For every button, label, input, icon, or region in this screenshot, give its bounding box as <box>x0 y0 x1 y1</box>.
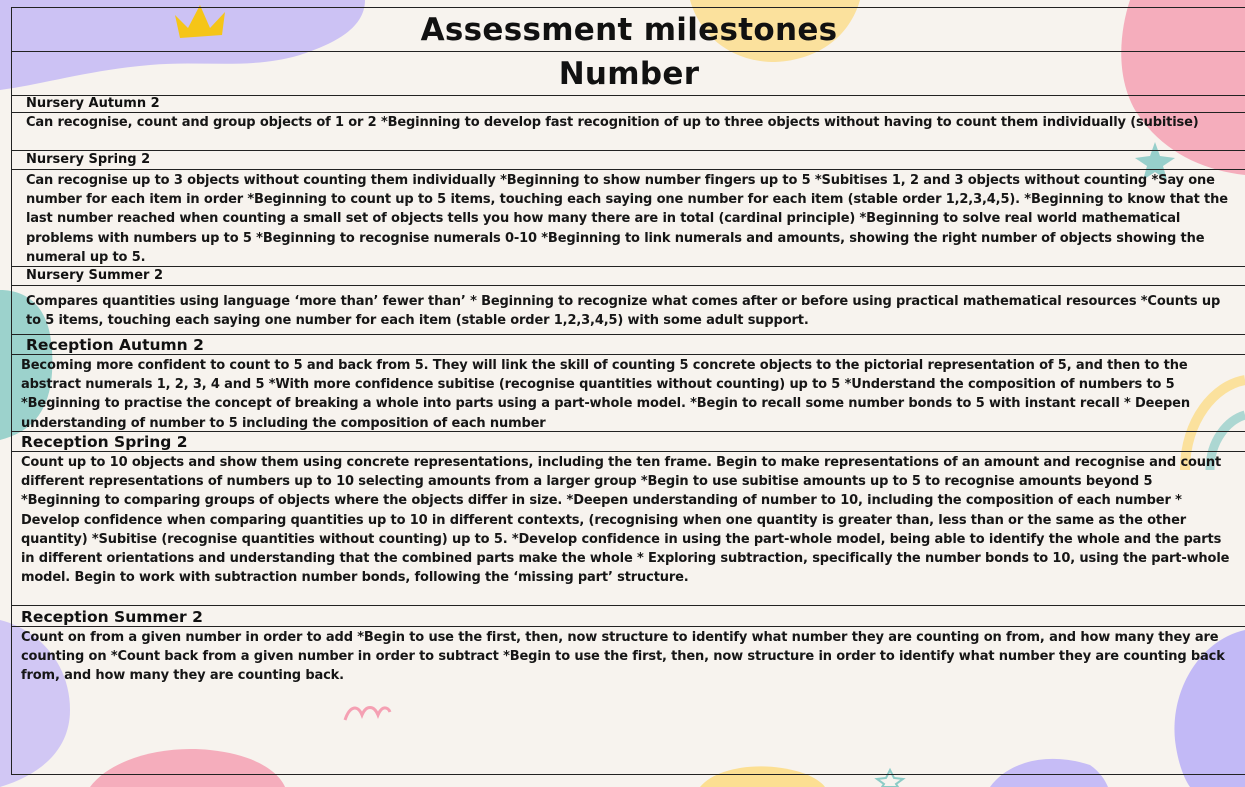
section-text-row <box>12 286 1245 335</box>
section-text-reception-autumn: Becoming more confident to count to 5 and back from 5. They will link the skill of counting 5 concrete objects to the pictorial representation of 5, and then to the abstract numerals 1, 2, 3, 4 and 5 *With more confidence subitise (recognise quantities without counting) up to 5 *Understand the composition of numbers to 5 *Beginning to practise the concept of breaking a whole into parts using a part-whole model. *Begin to recall some number bonds to 5 with instant recall * Deepen understanding of number to 5 including the composition of each number <box>21 358 1190 431</box>
section-label-reception-summer: Reception Summer 2 <box>21 608 203 626</box>
section-label-reception-spring: Reception Spring 2 <box>21 433 188 451</box>
section-label-row <box>12 335 1245 355</box>
section-label-row <box>12 606 1245 627</box>
section-label-row <box>12 267 1245 286</box>
page-subtitle: Number <box>558 56 700 92</box>
section-label-row <box>12 151 1245 170</box>
section-label-nursery-autumn: Nursery Autumn 2 <box>26 96 160 111</box>
milestones-table <box>11 7 1245 775</box>
section-text-row <box>12 170 1245 267</box>
section-text-row <box>12 452 1245 606</box>
section-text-row <box>12 113 1245 151</box>
section-label-reception-autumn: Reception Autumn 2 <box>26 336 204 354</box>
section-text-reception-summer: Count on from a given number in order to add *Begin to use the first, then, now structure to identify what number they are counting on from, and how many they are counting on *Count back from a given number in order to subtract *Begin to use the first, then, now structure in order to identify what number they are counting back from, and how many they are counting back. <box>21 630 1225 684</box>
section-text-reception-spring: Count up to 10 objects and show them using concrete representations, including the ten frame. Begin to make representations of an amount and recognise and count different representations of numbers up to 10 selecting amounts from a larger group *Begin to use subitise amounts up to 5 to recognise amounts beyond 5 *Beginning to comparing groups of objects where the objects differ in size. *Deepen understanding of number to 10, including the composition of each number * Develop confidence when comparing quantities up to 10 in different contexts, (recognising when one quantity is greater than, less than or the same as the other quantity) *Subitise (recognise quantities without counting) up to 5. *Develop confidence in using the part-whole model, being able to identify the whole and the parts in different orientations and understanding that the combined parts make the whole * Exploring subtraction, specifically the number bonds to 10, using the part-whole model. Begin to work with subtraction number bonds, following the ‘missing part’ structure. <box>21 455 1230 586</box>
section-text-nursery-autumn: Can recognise, count and group objects of 1 or 2 *Beginning to develop fast recognition of up to three objects without having to count them individually (subitise) <box>26 115 1199 130</box>
subtitle-row <box>12 52 1245 96</box>
section-label-row <box>12 96 1245 113</box>
section-text-row <box>12 355 1245 432</box>
page-title: Assessment milestones <box>420 12 838 48</box>
section-text-nursery-summer: Compares quantities using language ‘more than’ fewer than’ * Beginning to recognize what comes after or before using practical mathematical resources *Counts up to 5 items, touching each saying one number for each item (stable order 1,2,3,4,5) with some adult support. <box>26 294 1221 329</box>
section-label-nursery-spring: Nursery Spring 2 <box>26 152 151 167</box>
title-row <box>12 8 1245 52</box>
section-text-row <box>12 627 1245 776</box>
section-text-nursery-spring: Can recognise up to 3 objects without counting them individually *Beginning to show number fingers up to 5 *Subitises 1, 2 and 3 objects without counting *Say one number for each item in order *Beginning to count up to 5 items, touching each saying one number for each item (stable order 1,2,3,4,5). *Beginning to know that the last number reached when counting a small set of objects tells you how many there are in total (cardinal principle) *Beginning to solve real world mathematical problems with numbers up to 5 *Beginning to recognise numerals 0-10 *Beginning to link numerals and amounts, showing the right number of objects showing the numeral up to 5. <box>26 173 1228 265</box>
section-label-nursery-summer: Nursery Summer 2 <box>26 268 164 283</box>
section-label-row <box>12 432 1245 452</box>
